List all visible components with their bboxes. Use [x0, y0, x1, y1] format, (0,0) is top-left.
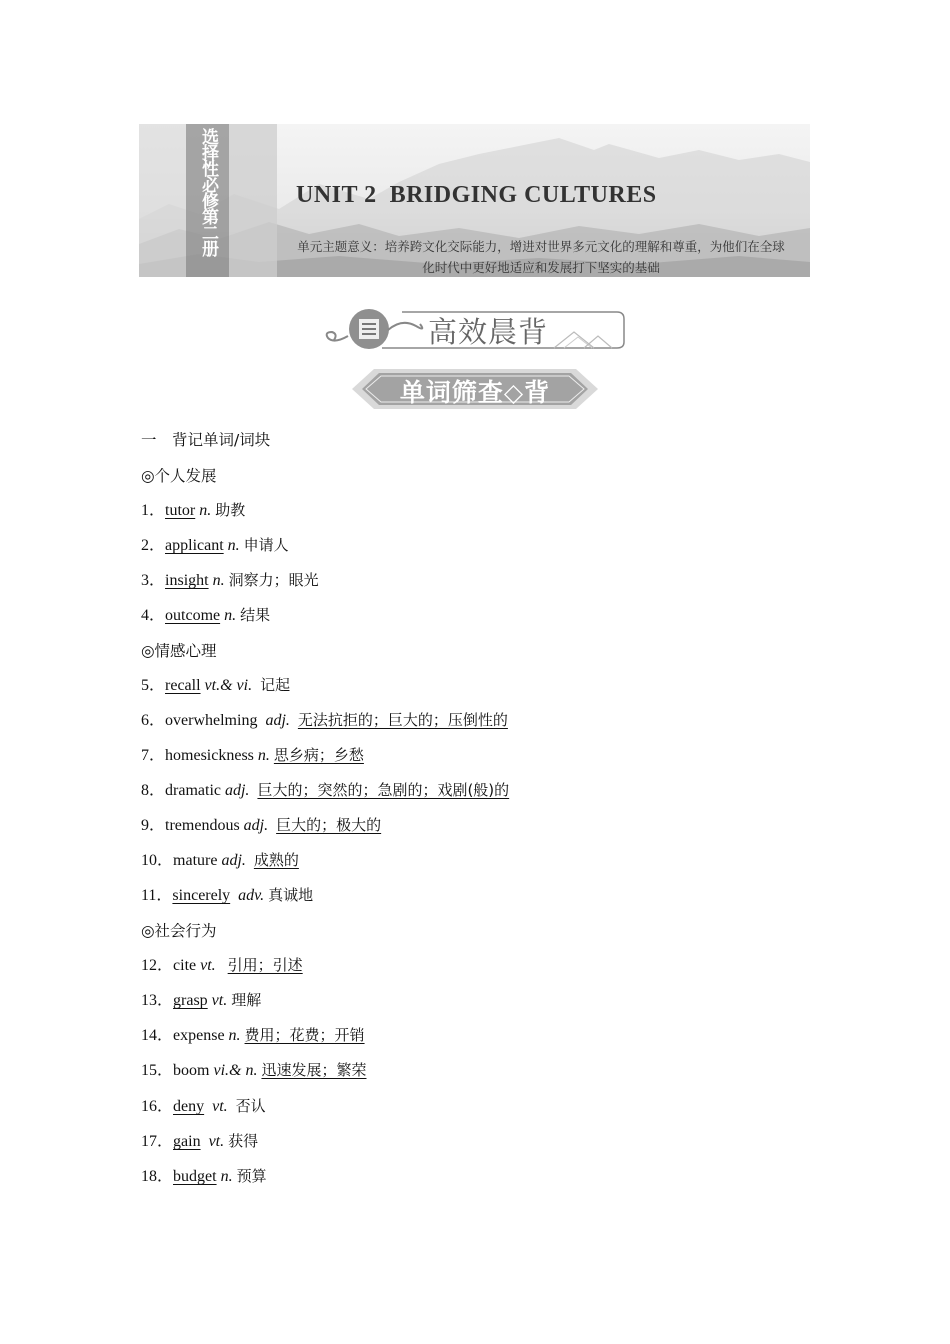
heading-morning-review [322, 304, 626, 354]
vocab-word: gain [173, 1133, 201, 1150]
vocab-item [141, 1166, 267, 1187]
vocab-meaning: 思乡病；乡愁 [273, 746, 364, 764]
vocab-item [141, 745, 364, 766]
item-number: 1． [141, 502, 166, 519]
vocab-item [141, 850, 299, 871]
item-number: 2． [141, 537, 166, 554]
vocab-item [141, 570, 319, 591]
book-volume-label: 选择性必修第二册 [198, 128, 218, 256]
vocab-meaning: 巨大的；突然的；急剧的；戏剧(般)的 [257, 781, 510, 799]
vocab-meaning: 记起 [260, 676, 291, 694]
part-of-speech: adj. [221, 852, 246, 869]
group-label-emotional-psychology: ◎情感心理 [141, 642, 217, 660]
item-number: 16． [141, 1098, 174, 1115]
vocab-meaning: 真诚地 [268, 886, 314, 904]
vocab-item [141, 780, 509, 801]
heading-word-screening-text: 单词筛查◇背 [399, 378, 551, 407]
part-of-speech: n. [199, 502, 212, 519]
item-number: 6． [141, 712, 166, 729]
group-label-personal-development: ◎个人发展 [141, 467, 217, 485]
unit-theme [278, 236, 804, 277]
vocab-item [141, 675, 290, 696]
vocab-meaning: 无法抗拒的；巨大的；压倒性的 [297, 711, 508, 729]
part-of-speech: vt. [208, 1133, 225, 1150]
vocab-word: applicant [165, 537, 224, 554]
vocab-meaning: 迅速发展；繁荣 [261, 1061, 367, 1079]
part-of-speech: adj. [265, 712, 290, 729]
item-number: 9． [141, 817, 166, 834]
banner-left-strip [139, 124, 186, 277]
vocab-word: expense [173, 1027, 225, 1044]
vocab-meaning: 费用；花费；开销 [244, 1026, 365, 1044]
part-of-speech: n. [228, 1027, 241, 1044]
item-number: 18． [141, 1168, 174, 1185]
part-of-speech: adj. [224, 782, 250, 799]
part-of-speech: adv. [238, 887, 265, 904]
item-number: 7． [141, 747, 166, 764]
vocab-item [141, 885, 313, 906]
heading-word-screening [352, 366, 598, 412]
unit-theme-line-1: 单元主题意义：培养跨文化交际能力，增进对世界多元文化的理解和尊重，为他们在全球 [297, 239, 785, 254]
vocab-item [141, 1060, 366, 1081]
unit-title: UNIT 2 BRIDGING CULTURES [296, 182, 657, 208]
vocab-word: budget [173, 1168, 217, 1185]
vocab-item [141, 1025, 365, 1046]
vocab-item [141, 815, 381, 836]
item-number: 3． [141, 572, 166, 589]
vocab-word: outcome [165, 607, 221, 624]
vocab-word: homesickness [165, 747, 254, 764]
vocab-word: dramatic [165, 782, 221, 799]
vocab-word: recall [165, 677, 201, 694]
part-of-speech: vt.& vi. [204, 677, 253, 694]
vocab-word: overwhelming [165, 712, 258, 729]
vocab-word: boom [173, 1062, 210, 1079]
vocab-meaning: 结果 [240, 606, 271, 624]
vocab-meaning: 获得 [228, 1132, 259, 1150]
part-of-speech: n. [224, 607, 237, 624]
part-of-speech: n. [212, 572, 225, 589]
vocab-meaning: 理解 [231, 991, 262, 1009]
part-of-speech: vt. [211, 992, 228, 1009]
vocab-meaning: 预算 [236, 1167, 267, 1185]
item-number: 12． [141, 957, 174, 974]
vocab-item [141, 535, 289, 556]
vocab-meaning: 否认 [235, 1097, 266, 1115]
part-of-speech: vi.& n. [213, 1062, 258, 1079]
vocab-item [141, 990, 261, 1011]
vocab-word: insight [165, 572, 209, 589]
item-number: 17． [141, 1133, 174, 1150]
part-of-speech: n. [257, 747, 270, 764]
item-number: 8． [141, 782, 166, 799]
vocab-meaning: 洞察力；眼光 [228, 571, 319, 589]
part-of-speech: adj. [243, 817, 269, 834]
vocab-item [141, 1096, 266, 1117]
vocab-meaning: 助教 [215, 501, 246, 519]
item-number: 4． [141, 607, 166, 624]
item-number: 14． [141, 1027, 174, 1044]
vocab-meaning: 成熟的 [253, 851, 299, 869]
item-number: 13． [141, 992, 174, 1009]
vocab-word: tremendous [165, 817, 240, 834]
unit-banner [139, 124, 810, 277]
vocab-word: cite [173, 957, 197, 974]
section-title: 一 背记单词/词块 [141, 431, 271, 449]
vocab-meaning: 巨大的；极大的 [276, 816, 382, 834]
item-number: 15． [141, 1062, 174, 1079]
part-of-speech: vt. [212, 1098, 228, 1115]
vocab-word: tutor [165, 502, 196, 519]
vocab-item [141, 1131, 258, 1152]
group-label-social-behavior: ◎社会行为 [141, 922, 217, 940]
vocab-meaning: 申请人 [243, 536, 289, 554]
vocab-item [141, 710, 508, 731]
vocab-item [141, 955, 303, 976]
vocab-word: grasp [173, 992, 208, 1009]
item-number: 10． [141, 852, 174, 869]
vocab-meaning: 引用；引述 [227, 956, 303, 974]
banner-side-strip [229, 124, 277, 277]
item-number: 5． [141, 677, 166, 694]
part-of-speech: n. [227, 537, 240, 554]
vocab-word: mature [173, 852, 218, 869]
vocab-item [141, 605, 270, 626]
part-of-speech: n. [220, 1168, 233, 1185]
vocab-word: deny [173, 1098, 205, 1115]
part-of-speech: vt. [200, 957, 216, 974]
heading-morning-review-text: 高效晨背 [428, 315, 549, 349]
item-number: 11． [141, 887, 173, 904]
vocab-item [141, 500, 245, 521]
unit-theme-line-2: 化时代中更好地适应和发展打下坚实的基础 [422, 260, 660, 275]
vocab-word: sincerely [172, 887, 231, 904]
